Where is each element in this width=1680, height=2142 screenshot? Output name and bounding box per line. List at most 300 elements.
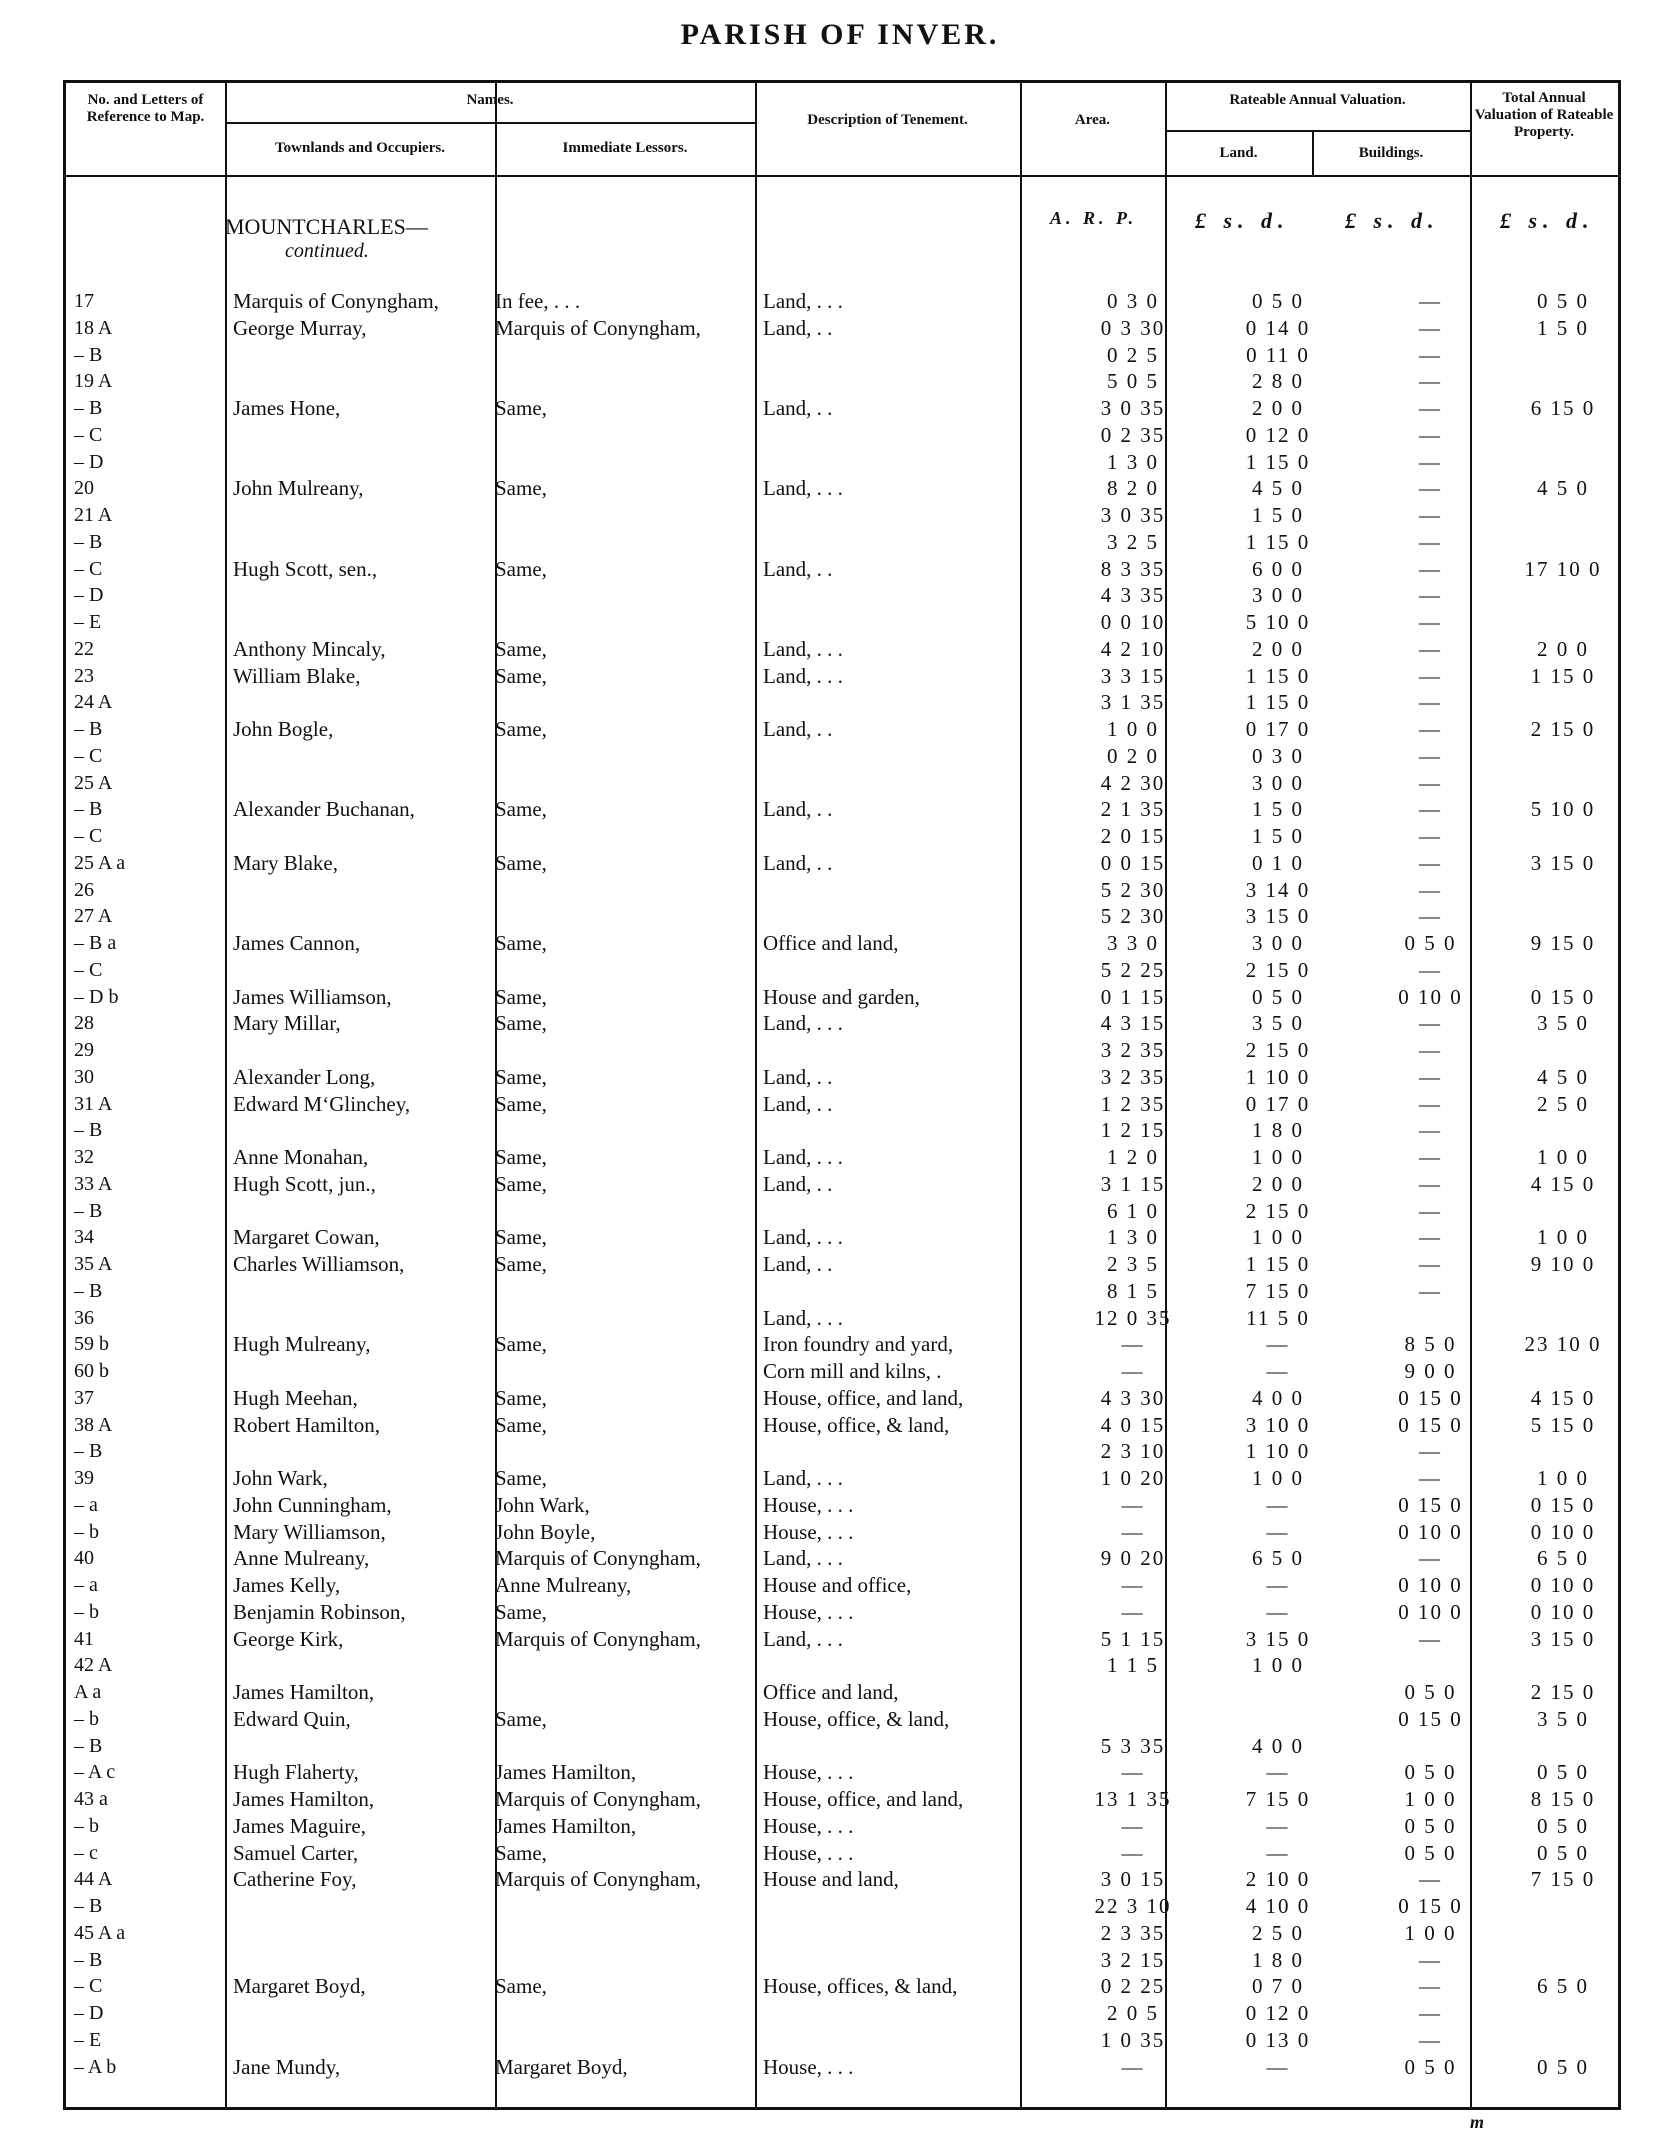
lessor: Same,	[495, 931, 547, 955]
buildings-valuation: —	[1419, 1974, 1442, 1999]
map-reference: 37	[74, 1386, 94, 1409]
table-row	[63, 1679, 1621, 1706]
table-row	[63, 556, 1621, 583]
area-value: 2 0 5	[1107, 2001, 1159, 2025]
area-value: 1 0 35	[1100, 2027, 1166, 2052]
map-reference: – D b	[74, 985, 119, 1008]
map-reference: 21 A	[74, 504, 113, 526]
map-reference: – B	[74, 1734, 103, 1757]
tenement-description: House, . . .	[763, 1840, 854, 1865]
occupier: Edward Quin,	[233, 1706, 351, 1731]
total-valuation: 6 5 0	[1537, 1974, 1589, 1999]
buildings-valuation: 1 0 0	[1404, 1920, 1457, 1945]
occupier: Samuel Carter,	[233, 1840, 359, 1865]
lessor: Same,	[495, 797, 547, 822]
area-value: 1 3 0	[1107, 1225, 1159, 1250]
buildings-valuation: —	[1419, 1278, 1442, 1303]
buildings-valuation: 0 5 0	[1404, 1840, 1457, 1865]
area-value: 4 2 30	[1100, 770, 1166, 795]
total-valuation: 0 5 0	[1537, 1760, 1589, 1785]
page-title: PARISH OF INVER.	[680, 18, 1000, 51]
buildings-valuation: 0 5 0	[1404, 2054, 1457, 2079]
map-reference: – A c	[74, 1761, 116, 1784]
townland-note: continued.	[285, 240, 369, 262]
table-row	[63, 1412, 1621, 1439]
map-reference: – a	[74, 1493, 98, 1516]
table-row	[63, 743, 1621, 770]
area-value: 3 1 35	[1100, 690, 1166, 715]
tenement-description: Land, . .	[763, 396, 833, 420]
buildings-units: £ s. d.	[1345, 208, 1440, 233]
map-reference: – B	[74, 1895, 103, 1917]
map-reference: 60 b	[74, 1360, 109, 1382]
land-valuation: 5 10 0	[1245, 610, 1311, 634]
total-valuation: 8 15 0	[1530, 1787, 1596, 1811]
buildings-valuation: —	[1419, 1225, 1442, 1250]
map-reference: 43 a	[74, 1788, 108, 1810]
buildings-valuation: —	[1419, 422, 1442, 447]
buildings-valuation: 1 0 0	[1404, 1787, 1457, 1811]
buildings-valuation: —	[1419, 743, 1442, 768]
table-row	[63, 1519, 1621, 1546]
occupier: James Hone,	[233, 396, 341, 420]
lessor: Same,	[495, 1599, 547, 1624]
buildings-valuation: —	[1419, 770, 1442, 795]
occupier: George Murray,	[233, 315, 367, 340]
land-valuation: 2 5 0	[1252, 1920, 1304, 1945]
tenement-description: Land, . .	[763, 556, 833, 581]
buildings-valuation: —	[1419, 1546, 1442, 1571]
table-row	[63, 1224, 1621, 1251]
area-value: 2 3 35	[1100, 1920, 1166, 1945]
map-reference: 17	[74, 290, 94, 312]
land-valuation: 2 0 0	[1252, 636, 1304, 661]
table-row	[63, 1171, 1621, 1198]
buildings-valuation: —	[1419, 1011, 1442, 1036]
map-reference: 36	[74, 1306, 94, 1329]
area-value: 5 3 35	[1100, 1733, 1166, 1758]
area-value: 0 0 15	[1100, 850, 1166, 875]
land-valuation: 1 5 0	[1252, 797, 1304, 822]
area-value: —	[1121, 1359, 1145, 1383]
table-row	[63, 1278, 1621, 1305]
map-reference: 35 A	[74, 1253, 113, 1275]
header-ref: No. and Letters of Reference to Map.	[86, 92, 205, 125]
land-valuation: 1 15 0	[1245, 663, 1311, 688]
header-rateable: Rateable Annual Valuation.	[1229, 92, 1406, 108]
total-valuation: 0 10 0	[1530, 1599, 1596, 1624]
area-value: —	[1121, 1519, 1145, 1544]
buildings-valuation: —	[1419, 904, 1442, 929]
tenement-description: House, office, & land,	[763, 1412, 950, 1437]
tenement-description: House, . . .	[763, 1813, 854, 1838]
area-value: 1 1 5	[1107, 1653, 1159, 1678]
area-value: 4 3 30	[1100, 1385, 1166, 1410]
occupier: Hugh Meehan,	[233, 1385, 358, 1410]
area-value: —	[1121, 2054, 1145, 2079]
occupier: John Mulreany,	[233, 476, 364, 501]
occupier: Catherine Foy,	[233, 1867, 357, 1892]
land-valuation: 1 0 0	[1252, 1145, 1304, 1169]
lessor: Same,	[495, 1332, 547, 1357]
map-reference: – C	[74, 557, 103, 580]
buildings-valuation: —	[1419, 1867, 1442, 1892]
land-valuation: 4 5 0	[1252, 476, 1304, 501]
total-valuation: 9 15 0	[1530, 931, 1596, 955]
header-rule	[1165, 130, 1470, 132]
land-valuation: 4 0 0	[1252, 1385, 1304, 1410]
total-valuation: 23 10 0	[1524, 1332, 1602, 1357]
occupier: Edward M‘Glinchey,	[233, 1091, 411, 1116]
buildings-valuation: —	[1419, 636, 1442, 661]
land-valuation: 3 0 0	[1252, 931, 1304, 955]
occupier: Robert Hamilton,	[233, 1412, 380, 1437]
table-row	[63, 796, 1621, 823]
buildings-valuation: —	[1419, 2027, 1442, 2052]
table-row	[63, 1813, 1621, 1840]
map-reference: 30	[74, 1065, 94, 1088]
total-valuation: 1 0 0	[1537, 1466, 1589, 1490]
tenement-description: Land, . .	[763, 1091, 833, 1116]
tenement-description: Land, . .	[763, 315, 833, 340]
area-value: 5 2 25	[1100, 957, 1166, 982]
lessor: Same,	[495, 476, 547, 501]
buildings-valuation: 0 15 0	[1398, 1412, 1463, 1437]
map-reference: 25 A	[74, 771, 113, 794]
area-value: 0 3 30	[1100, 315, 1166, 340]
land-valuation: 4 10 0	[1245, 1894, 1311, 1918]
land-valuation: 1 15 0	[1245, 690, 1311, 715]
total-valuation: 7 15 0	[1530, 1867, 1596, 1892]
table-row	[63, 502, 1621, 529]
map-reference: 39	[74, 1467, 94, 1489]
table-row	[63, 1064, 1621, 1091]
lessor: Same,	[495, 636, 547, 661]
map-reference: 42 A	[74, 1654, 113, 1677]
map-reference: 19 A	[74, 370, 113, 393]
lessor: John Wark,	[495, 1492, 590, 1517]
area-value: 6 1 0	[1107, 1198, 1159, 1223]
occupier: Anne Mulreany,	[233, 1546, 370, 1571]
total-valuation: 3 15 0	[1530, 850, 1596, 875]
total-valuation: 0 15 0	[1530, 1492, 1596, 1517]
occupier: Anne Monahan,	[233, 1145, 369, 1169]
table-row	[63, 1465, 1621, 1492]
area-value: 1 2 35	[1100, 1091, 1166, 1116]
lessor: Same,	[495, 1974, 547, 1999]
area-value: 3 2 5	[1107, 529, 1159, 554]
total-valuation: 0 10 0	[1530, 1519, 1596, 1544]
tenement-description: Land, . .	[763, 717, 833, 741]
lessor: Same,	[495, 1011, 547, 1036]
tenement-description: Land, . . .	[763, 476, 843, 501]
buildings-valuation: —	[1419, 476, 1442, 501]
land-valuation: 0 13 0	[1245, 2027, 1311, 2052]
land-valuation: —	[1266, 2054, 1290, 2079]
buildings-valuation: —	[1419, 610, 1442, 634]
land-valuation: —	[1266, 1573, 1290, 1597]
land-valuation: 1 5 0	[1252, 503, 1304, 527]
area-value: 5 2 30	[1100, 904, 1166, 929]
total-valuation: 17 10 0	[1524, 556, 1602, 581]
map-reference: 25 A a	[74, 851, 126, 874]
lessor: Same,	[495, 1171, 547, 1196]
area-value: —	[1121, 1573, 1145, 1597]
tenement-description: House, offices, & land,	[763, 1974, 958, 1999]
occupier: Alexander Buchanan,	[233, 797, 415, 822]
table-row	[63, 877, 1621, 904]
total-valuation: 3 5 0	[1537, 1011, 1589, 1036]
tenement-description: Land, . .	[763, 797, 833, 822]
total-valuation: 3 5 0	[1537, 1706, 1589, 1731]
lessor: Marquis of Conyngham,	[495, 1626, 701, 1651]
buildings-valuation: —	[1419, 315, 1442, 340]
occupier: Charles Williamson,	[233, 1252, 405, 1276]
header-rule	[225, 122, 755, 124]
tenement-description: Land, . . .	[763, 1305, 843, 1330]
lessor: Marquis of Conyngham,	[495, 1867, 701, 1892]
map-reference: – B	[74, 1279, 103, 1302]
buildings-valuation: 0 15 0	[1398, 1894, 1463, 1918]
table-row	[63, 2000, 1621, 2027]
lessor: Same,	[495, 396, 547, 420]
tenement-description: House, . . .	[763, 1492, 854, 1517]
table-row	[63, 1091, 1621, 1118]
total-units: £ s. d.	[1500, 208, 1595, 233]
tenement-description: Land, . .	[763, 1171, 833, 1196]
table-row	[63, 716, 1621, 743]
header-townlands: Townlands and Occupiers.	[275, 140, 445, 156]
total-valuation: 4 15 0	[1530, 1385, 1596, 1410]
table-row	[63, 1358, 1621, 1385]
table-row	[63, 475, 1621, 502]
buildings-valuation: 0 5 0	[1404, 931, 1457, 955]
occupier: Benjamin Robinson,	[233, 1599, 406, 1624]
buildings-valuation: —	[1419, 1626, 1442, 1651]
table-row	[63, 1786, 1621, 1813]
land-valuation: 7 15 0	[1245, 1787, 1311, 1811]
buildings-valuation: —	[1419, 1064, 1442, 1089]
area-value: 0 2 0	[1107, 743, 1159, 768]
tenement-description: Land, . . .	[763, 1466, 843, 1490]
lessor: Anne Mulreany,	[495, 1573, 632, 1597]
map-reference: – D	[74, 450, 104, 473]
tenement-description: Office and land,	[763, 1680, 899, 1704]
map-reference: – B	[74, 1199, 103, 1222]
buildings-valuation: —	[1419, 717, 1442, 741]
table-row	[63, 1866, 1621, 1893]
map-reference: 41	[74, 1627, 94, 1650]
table-row	[63, 288, 1621, 315]
table-row	[63, 636, 1621, 663]
area-value: —	[1121, 1332, 1145, 1357]
buildings-valuation: 0 10 0	[1398, 1573, 1463, 1597]
buildings-valuation: —	[1419, 1091, 1442, 1116]
land-valuation: 0 11 0	[1246, 342, 1310, 367]
occupier: James Kelly,	[233, 1573, 341, 1597]
valuation-table-body	[63, 200, 1621, 2100]
tenement-description: House, office, & land,	[763, 1706, 950, 1731]
table-row	[63, 1198, 1621, 1225]
buildings-valuation: —	[1419, 797, 1442, 822]
total-valuation: 6 15 0	[1530, 396, 1596, 420]
land-valuation: 0 12 0	[1245, 422, 1311, 447]
lessor: Same,	[495, 850, 547, 875]
tenement-description: Land, . . .	[763, 636, 843, 661]
table-row	[63, 1706, 1621, 1733]
table-row	[63, 903, 1621, 930]
land-valuation: 2 15 0	[1245, 1198, 1311, 1223]
occupier: Mary Blake,	[233, 850, 338, 875]
total-valuation: 2 5 0	[1537, 1091, 1589, 1116]
map-reference: – B	[74, 530, 103, 553]
area-value: 8 2 0	[1107, 476, 1159, 501]
tenement-description: Land, . .	[763, 850, 833, 875]
land-valuation: 0 7 0	[1252, 1974, 1304, 1999]
total-valuation: 0 10 0	[1530, 1573, 1596, 1597]
tenement-description: Land, . .	[763, 1064, 833, 1089]
buildings-valuation: 0 5 0	[1404, 1813, 1457, 1838]
buildings-valuation: —	[1419, 877, 1442, 902]
map-reference: 59 b	[74, 1333, 109, 1356]
map-reference: 34	[74, 1226, 94, 1249]
header-lessors: Immediate Lessors.	[562, 140, 688, 156]
tenement-description: Iron foundry and yard,	[763, 1332, 954, 1357]
map-reference: 28	[74, 1012, 94, 1035]
area-value: 1 0 0	[1107, 717, 1159, 741]
lessor: Same,	[495, 1840, 547, 1865]
land-valuation: 3 0 0	[1252, 770, 1304, 795]
map-reference: 31 A	[74, 1092, 113, 1115]
map-reference: 33 A	[74, 1172, 113, 1195]
lessor: Marquis of Conyngham,	[495, 1546, 701, 1571]
area-value: 3 1 15	[1100, 1171, 1166, 1196]
buildings-valuation: 9 0 0	[1404, 1359, 1457, 1383]
table-row	[63, 663, 1621, 690]
total-valuation: 2 15 0	[1530, 717, 1596, 741]
tenement-description: House and garden,	[763, 984, 920, 1009]
area-value: 0 3 0	[1107, 289, 1159, 313]
land-valuation: 0 5 0	[1252, 984, 1304, 1009]
area-value: 4 3 15	[1100, 1011, 1166, 1036]
header-total: Total Annual Valuation of Rateable Property.	[1474, 90, 1614, 140]
land-valuation: 1 10 0	[1245, 1439, 1311, 1464]
map-reference: 45 A a	[74, 1921, 126, 1944]
buildings-valuation: 0 5 0	[1404, 1680, 1457, 1704]
area-value: 3 0 35	[1100, 396, 1166, 420]
occupier: James Hamilton,	[233, 1680, 375, 1704]
lessor: Same,	[495, 984, 547, 1009]
map-reference: – b	[74, 1707, 99, 1730]
map-reference: 38 A	[74, 1413, 113, 1436]
total-valuation: 0 5 0	[1537, 289, 1589, 313]
buildings-valuation: —	[1419, 449, 1442, 474]
table-row	[63, 1599, 1621, 1626]
tenement-description: Land, . . .	[763, 1225, 843, 1250]
buildings-valuation: 0 15 0	[1398, 1706, 1463, 1731]
area-value: —	[1121, 1492, 1145, 1517]
map-reference: 44 A	[74, 1868, 113, 1891]
table-row	[63, 1251, 1621, 1278]
land-valuation: —	[1266, 1840, 1290, 1865]
area-value: 3 3 15	[1100, 663, 1166, 688]
total-valuation: 0 5 0	[1537, 1813, 1589, 1838]
area-value: 2 3 5	[1107, 1252, 1159, 1276]
area-value: 2 3 10	[1100, 1439, 1166, 1464]
table-row	[63, 1759, 1621, 1786]
land-valuation: 2 15 0	[1245, 1038, 1311, 1062]
header-description: Description of Tenement.	[807, 112, 968, 128]
total-valuation: 5 15 0	[1530, 1412, 1596, 1437]
map-reference: – B	[74, 1119, 103, 1142]
land-units: £ s. d.	[1195, 208, 1290, 233]
occupier: Mary Millar,	[233, 1011, 341, 1036]
tenement-description: Corn mill and kilns, .	[763, 1359, 942, 1383]
total-valuation: 4 5 0	[1537, 1064, 1589, 1089]
total-valuation: 5 10 0	[1530, 797, 1596, 822]
land-valuation: 0 14 0	[1245, 315, 1311, 340]
map-reference: – C	[74, 825, 103, 847]
land-valuation: 0 17 0	[1245, 717, 1311, 741]
land-valuation: 3 15 0	[1245, 904, 1311, 929]
land-valuation: 1 0 0	[1252, 1653, 1304, 1678]
map-reference: – C	[74, 423, 103, 446]
total-valuation: 2 15 0	[1530, 1680, 1596, 1704]
buildings-valuation: —	[1419, 396, 1442, 420]
map-reference: – E	[74, 611, 102, 633]
buildings-valuation: 0 5 0	[1404, 1760, 1457, 1785]
map-reference: – B	[74, 798, 103, 821]
table-row	[63, 850, 1621, 877]
buildings-valuation: —	[1419, 663, 1442, 688]
lessor: Same,	[495, 1091, 547, 1116]
map-reference: – b	[74, 1600, 99, 1623]
map-reference: – E	[74, 2028, 102, 2051]
land-valuation: 3 10 0	[1245, 1412, 1311, 1437]
occupier: Margaret Cowan,	[233, 1225, 380, 1250]
land-valuation: 1 15 0	[1245, 1252, 1311, 1276]
table-row	[63, 1438, 1621, 1465]
map-reference: – c	[74, 1841, 98, 1864]
land-valuation: 2 10 0	[1245, 1867, 1311, 1892]
area-value: —	[1121, 1599, 1145, 1624]
area-value: 1 2 15	[1100, 1118, 1166, 1143]
lessor: Marquis of Conyngham,	[495, 315, 701, 340]
table-row	[63, 529, 1621, 556]
buildings-valuation: 0 10 0	[1398, 984, 1463, 1009]
total-valuation: 6 5 0	[1537, 1546, 1589, 1571]
buildings-valuation: —	[1419, 957, 1442, 982]
header-area: Area.	[1074, 112, 1111, 128]
occupier: James Hamilton,	[233, 1787, 375, 1811]
land-valuation: 3 5 0	[1252, 1011, 1304, 1036]
map-reference: – a	[74, 1574, 98, 1596]
map-reference: – D	[74, 2002, 104, 2024]
occupier: John Bogle,	[233, 717, 334, 741]
table-row	[63, 1545, 1621, 1572]
total-valuation: 0 15 0	[1530, 984, 1596, 1009]
land-valuation: 1 15 0	[1245, 449, 1311, 474]
table-row	[63, 1572, 1621, 1599]
map-reference: 27 A	[74, 905, 113, 928]
buildings-valuation: —	[1419, 289, 1442, 313]
table-row	[63, 2054, 1621, 2081]
occupier: James Maguire,	[233, 1813, 366, 1838]
buildings-valuation: —	[1419, 850, 1442, 875]
buildings-valuation: —	[1419, 1439, 1442, 1464]
table-row	[63, 1652, 1621, 1679]
occupier: Hugh Scott, jun.,	[233, 1171, 376, 1196]
